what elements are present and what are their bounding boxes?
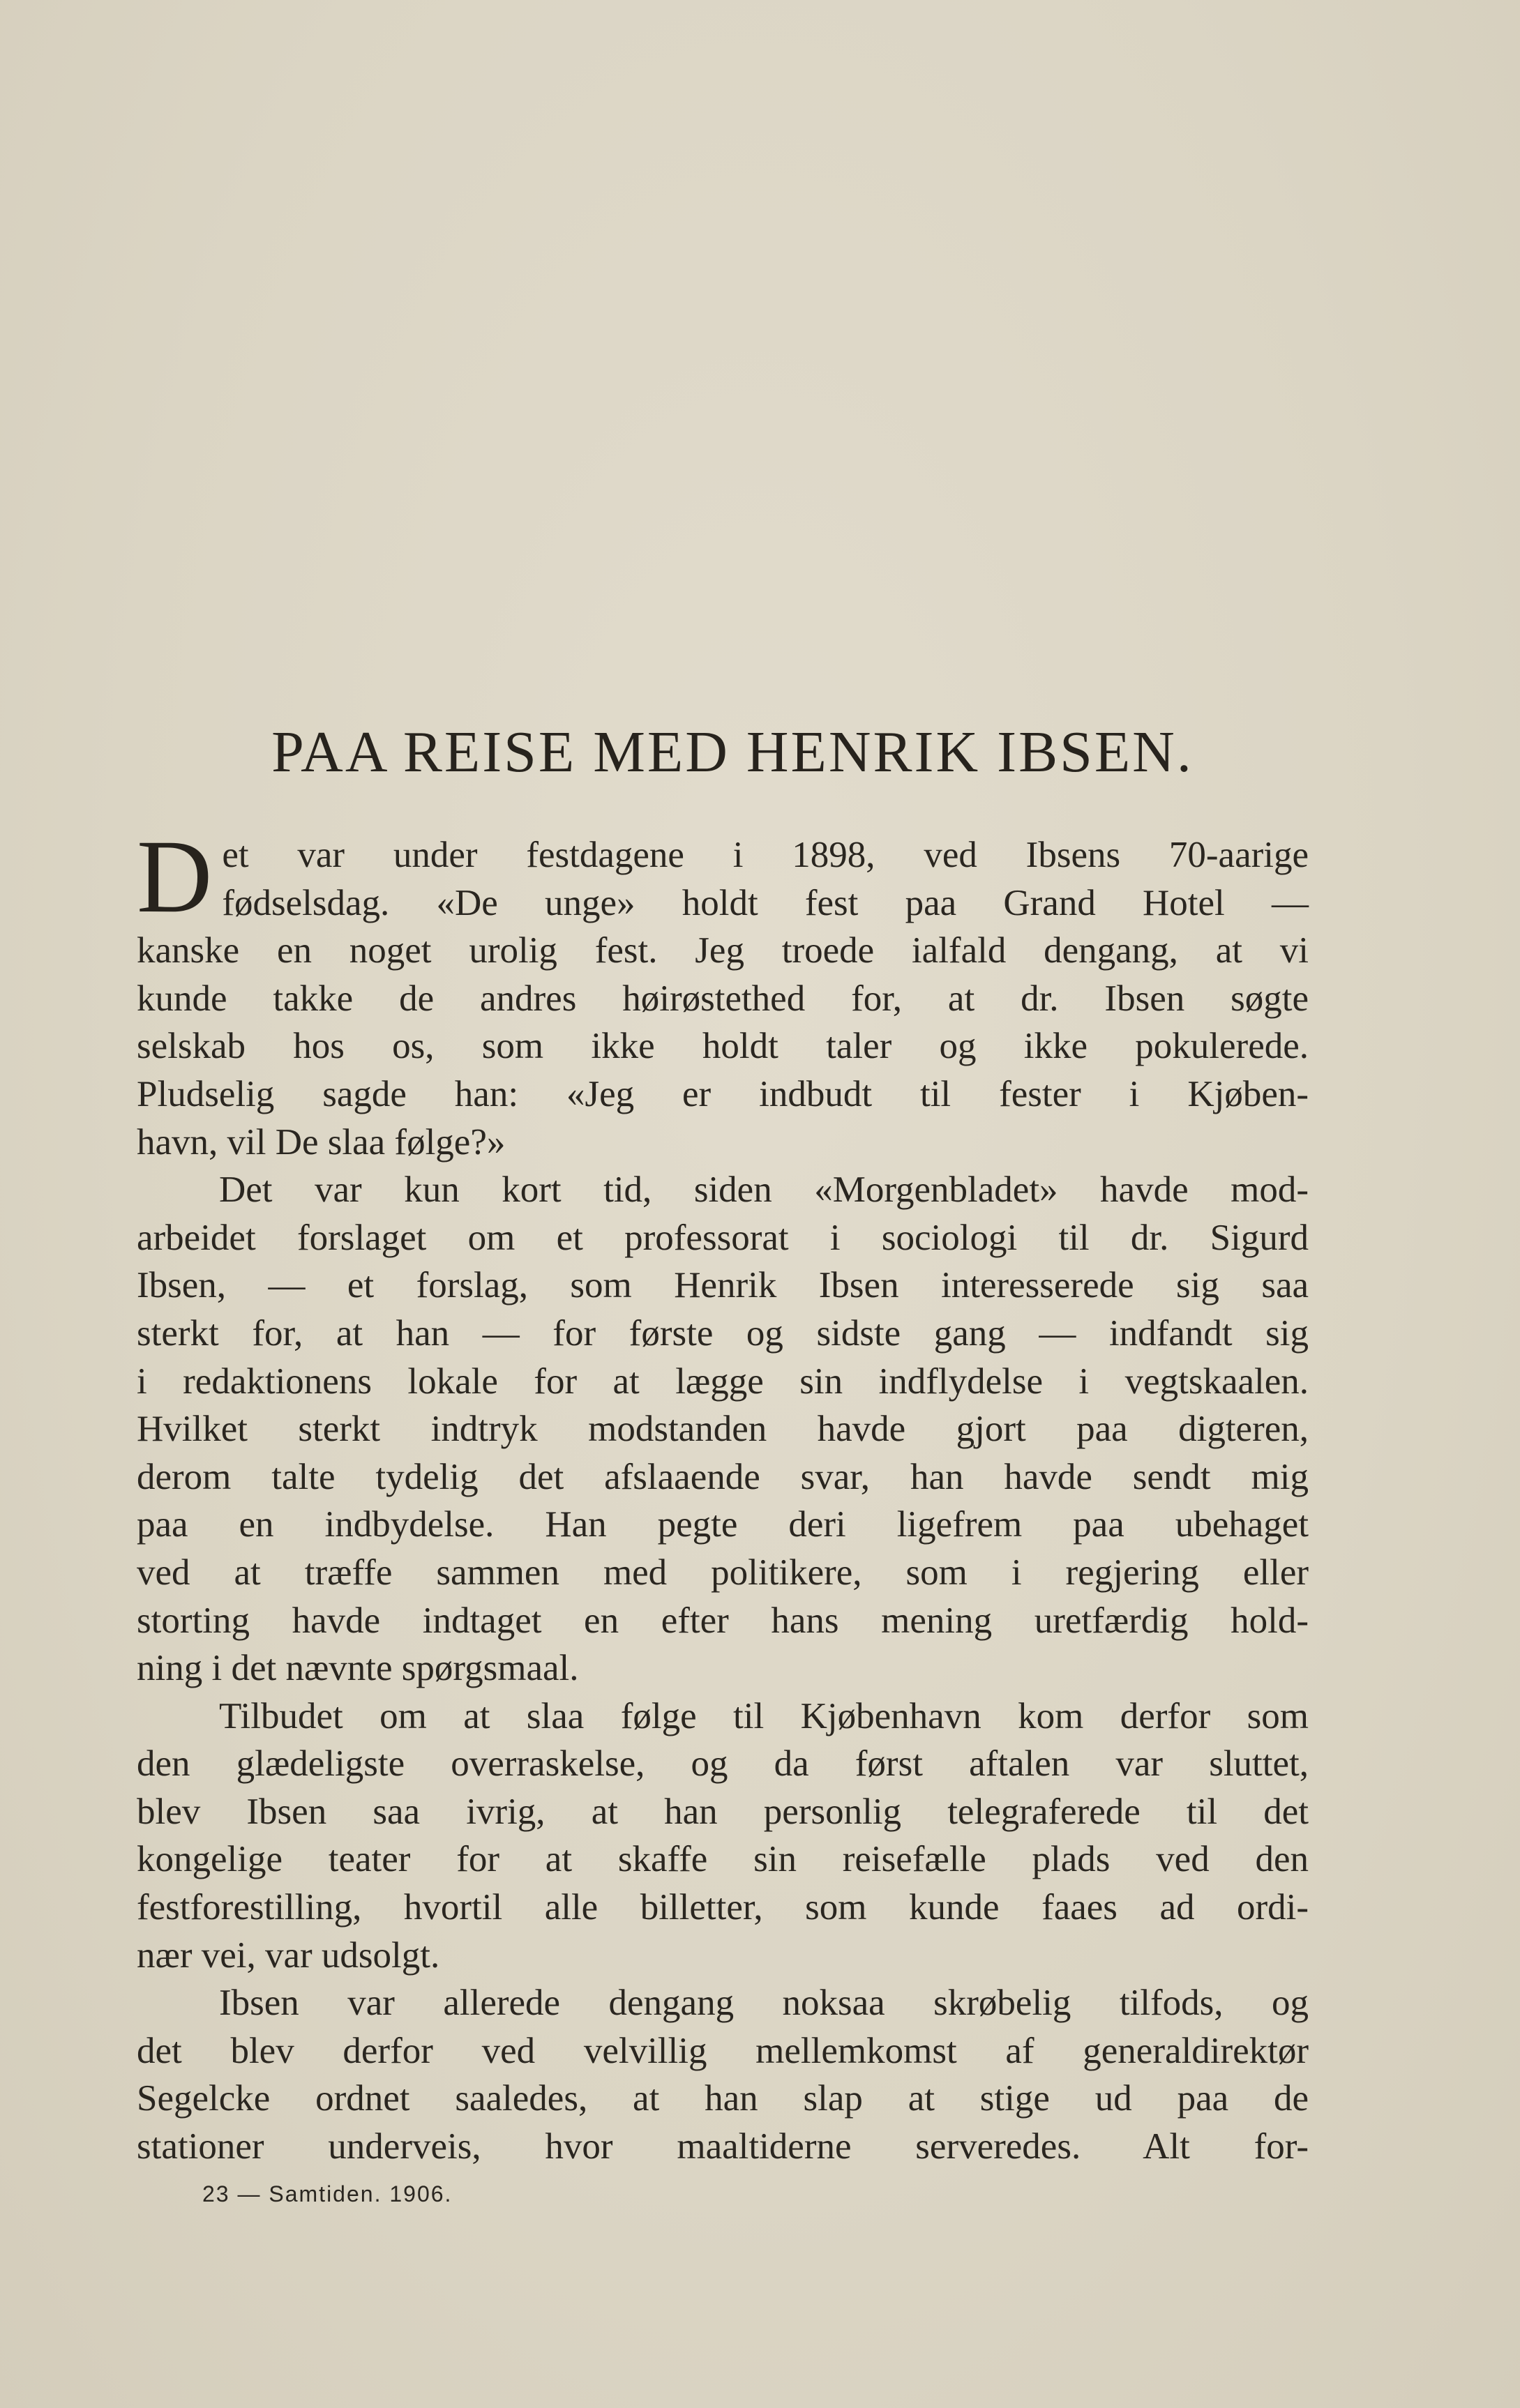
paragraph-1 <box>137 819 1309 1166</box>
text-line: paa en indbydelse. Han pegte deri ligefrem paa ubehaget <box>137 1504 1309 1545</box>
article-body <box>137 819 1309 2171</box>
text-line: Segelcke ordnet saaledes, at han slap at stige ud paa de <box>137 2078 1309 2119</box>
paragraph-2 <box>137 1166 1309 1693</box>
text-line: arbeidet forslaget om et professorat i sociologi til dr. Sigurd <box>137 1217 1309 1258</box>
text-line: storting havde indtaget en efter hans mening uretfærdig hold- <box>137 1600 1309 1641</box>
text-line: blev Ibsen saa ivrig, at han personlig telegraferede til det <box>137 1791 1309 1832</box>
text-line: Tilbudet om at slaa følge til Kjøbenhavn kom derfor som <box>219 1695 1309 1736</box>
text-line: sterkt for, at han — for første og sidste gang — indfandt sig <box>137 1312 1309 1354</box>
text-line: i redaktionens lokale for at lægge sin indflydelse i vegtskaalen. <box>137 1361 1309 1402</box>
text-line: det blev derfor ved velvillig mellemkomst af generaldirektør <box>137 2030 1309 2071</box>
text-line: kongelige teater for at skaffe sin reisefælle plads ved den <box>137 1839 1309 1880</box>
article-title: PAA REISE MED HENRIK IBSEN. <box>271 720 1194 785</box>
text-line: ved at træffe sammen med politikere, som i regjering eller <box>137 1552 1309 1593</box>
paragraph-4 <box>137 1979 1309 2170</box>
text-line: selskab hos os, som ikke holdt taler og ikke pokulerede. <box>137 1026 1309 1067</box>
text-line: festforestilling, hvortil alle billetter, som kunde faaes ad ordi- <box>137 1887 1309 1928</box>
paragraph-3 <box>137 1693 1309 1980</box>
page-footer: 23 — Samtiden. 1906. <box>202 2181 453 2206</box>
text-line: havn, vil De slaa følge?» <box>137 1121 506 1163</box>
text-line: kunde takke de andres høirøstethed for, at dr. Ibsen søgte <box>137 978 1309 1019</box>
text-line: derom talte tydelig det afslaaende svar, han havde sendt mig <box>137 1456 1309 1497</box>
text-line: kanske en noget urolig fest. Jeg troede ialfald dengang, at vi <box>137 930 1309 971</box>
text-line: den glædeligste overraskelse, og da først aftalen var sluttet, <box>137 1743 1309 1785</box>
text-line: fødselsdag. «De unge» holdt fest paa Grand Hotel — <box>222 882 1309 923</box>
text-line: nær vei, var udsolgt. <box>137 1934 440 1976</box>
text-line: Hvilket sterkt indtryk modstanden havde gjort paa digteren, <box>137 1409 1309 1450</box>
text-line: stationer underveis, hvor maaltiderne serveredes. Alt for- <box>137 2126 1309 2167</box>
text-line: ning i det nævnte spørgsmaal. <box>137 1648 579 1689</box>
text-line: et var under festdagene i 1898, ved Ibsens 70-aarige <box>222 835 1309 875</box>
text-line: Ibsen var allerede dengang noksaa skrøbelig tilfods, og <box>219 1983 1309 2024</box>
text-line: Pludselig sagde han: «Jeg er indbudt til fester i Kjøben- <box>137 1073 1309 1114</box>
text-line: Ibsen, — et forslag, som Henrik Ibsen interesserede sig saa <box>137 1265 1309 1306</box>
drop-cap: D <box>137 819 213 934</box>
text-line: Det var kun kort tid, siden «Morgenbladet» havde mod- <box>219 1169 1309 1211</box>
